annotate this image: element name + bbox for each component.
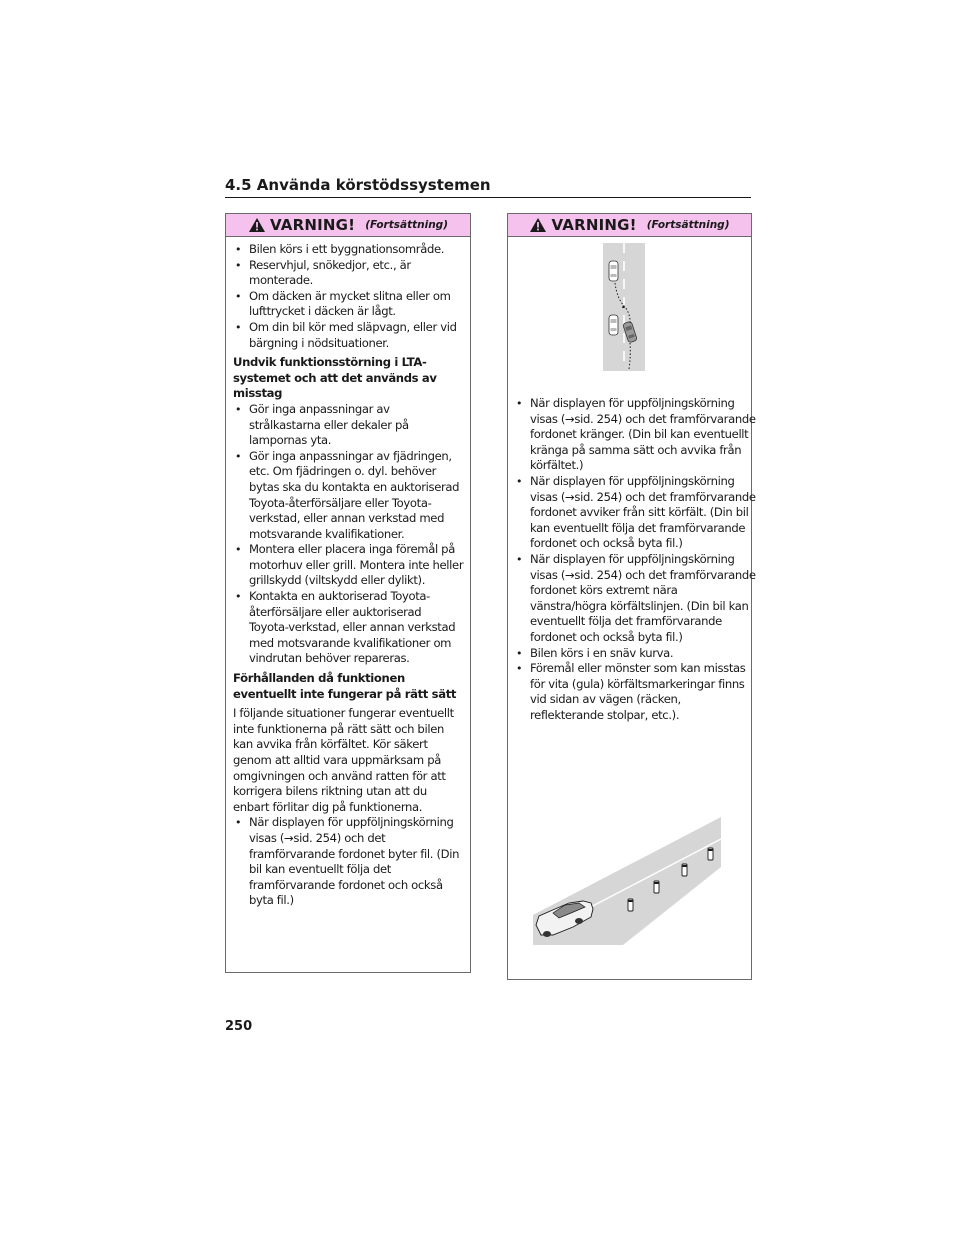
bullet-list (514, 396, 757, 723)
lane-change-illustration (603, 243, 645, 371)
list-item: • Bilen körs i ett byggnationsområde. (233, 242, 464, 258)
list-item: • När displayen för uppföljningskörning visas (→sid. 254) och det framförvarande fordonet avviker från sitt körfält. (Din bil kan eventuellt följa det framförvarande fordonet och också byta fil.) (514, 474, 757, 552)
car-icon (609, 315, 618, 335)
list-item: • Om din bil kör med släpvagn, eller vid bärgning i nödsituationer. (233, 320, 464, 351)
warning-title: VARNING! (551, 216, 637, 234)
page-number: 250 (225, 1019, 253, 1034)
list-item: • Kontakta en auktoriserad Toyota-återförsäljare eller auktoriserad Toyota-verkstad, eller annan verkstad med motsvarande kvalifikationer om vindrutan behöver repareras. (233, 589, 464, 667)
list-item: • När displayen för uppföljningskörning visas (→sid. 254) och det framförvarande fordonet kränger. (Din bil kan eventuellt kränga på samma sätt och avvika från körfältet.) (514, 396, 757, 474)
bullet-list (233, 815, 464, 909)
warning-subtitle: (Fortsättning) (646, 219, 730, 231)
warning-content-right (507, 391, 763, 723)
car-icon (609, 261, 618, 281)
warning-content-left (226, 237, 470, 909)
list-item: • När displayen för uppföljningskörning visas (→sid. 254) och det framförvarande fordonet byter fil. (Din bil kan eventuellt följa det framförvarande fordonet och också byta fil.) (233, 815, 464, 909)
list-item: • Gör inga anpassningar av fjädringen, etc. Om fjädringen o. dyl. behöver bytas ska du kontakta en auktoriserad Toyota-återförsäljare eller Toyota-verkstad, eller annan verkstad med motsvarande kvalifikationer. (233, 449, 464, 543)
roadside-posts-illustration (533, 817, 721, 945)
warning-triangle-icon (529, 217, 547, 233)
list-item: • När displayen för uppföljningskörning visas (→sid. 254) och det framförvarande fordonet körs extremt nära vänstra/högra körfältslinjen. (Din bil kan eventuellt följa det framförvarande fordonet och också byta fil.) (514, 552, 757, 646)
section-header: 4.5 Använda körstödssystemen (225, 176, 751, 198)
warning-subtitle: (Fortsättning) (365, 219, 448, 231)
list-item: • Reservhjul, snökedjor, etc., är monterade. (233, 258, 464, 289)
bullet-list (233, 402, 464, 667)
paragraph: I följande situationer fungerar eventuellt inte funktionerna på rätt sätt och bilen kan avvika från körfältet. Kör säkert genom att alltid vara uppmärksam på omgivningen och använd ratten för att korrigera bilens riktning utan att du enbart förlitar dig på funktionerna. (233, 706, 454, 814)
list-item: • Gör inga anpassningar av strålkastarna eller dekaler på lampornas yta. (233, 402, 464, 449)
subheading: Undvik funktionsstörning i LTA-systemet och att det används av misstag (233, 355, 437, 401)
warning-title: VARNING! (269, 216, 356, 234)
list-item: • Bilen körs i en snäv kurva. (514, 646, 757, 662)
warning-header (508, 214, 751, 237)
warning-header (226, 214, 470, 237)
list-item: • Föremål eller mönster som kan misstas för vita (gula) körfältsmarkeringar finns vid sidan av vägen (räcken, reflekterande stolpar, etc.). (514, 661, 757, 723)
subheading: Förhållanden då funktionen eventuellt inte fungerar på rätt sätt (233, 671, 457, 701)
warning-box-left (225, 213, 471, 973)
bullet-list (233, 242, 464, 351)
warning-triangle-icon (248, 217, 266, 233)
list-item: • Montera eller placera inga föremål på motorhuv eller grill. Montera inte heller grillskydd (viltskydd eller dylikt). (233, 542, 464, 589)
list-item: • Om däcken är mycket slitna eller om lufttrycket i däcken är lågt. (233, 289, 464, 320)
